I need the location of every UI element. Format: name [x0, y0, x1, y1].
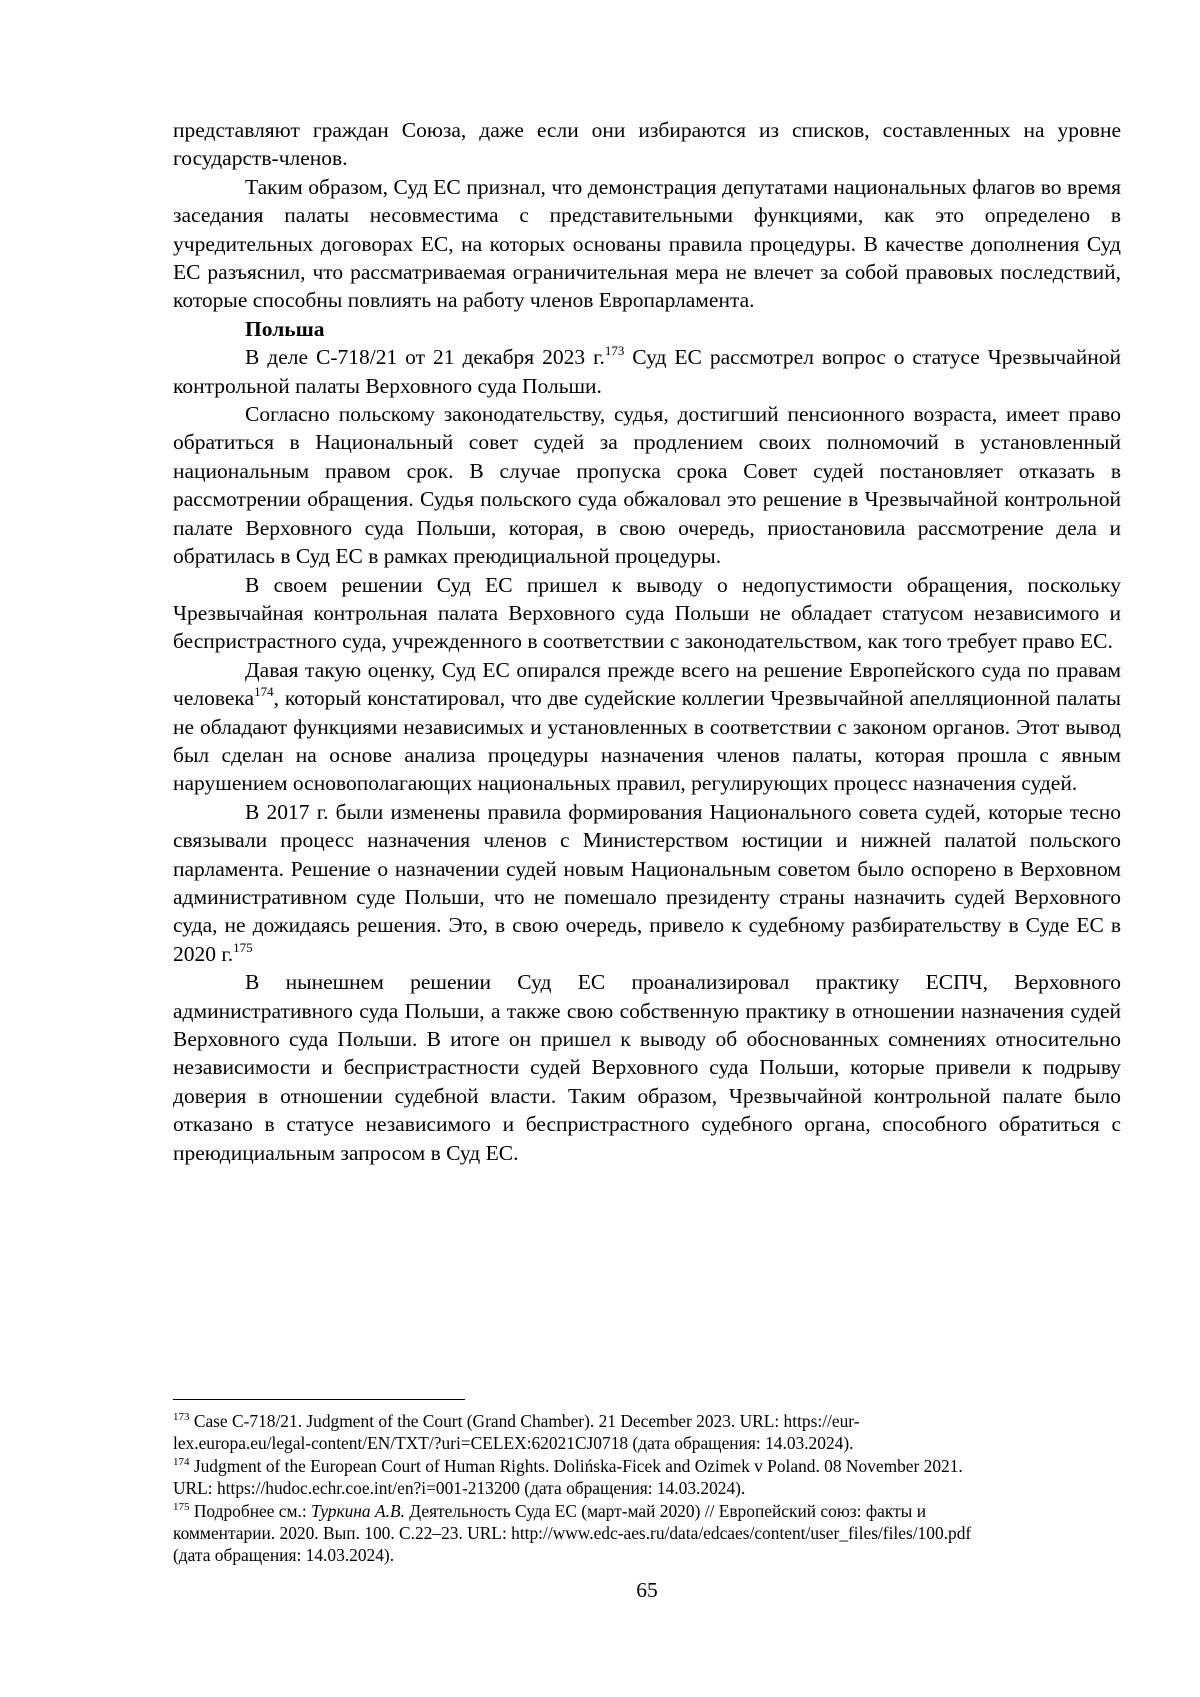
section-heading-poland: Польша — [245, 316, 325, 341]
paragraph-court-decision: В своем решении Суд ЕС пришел к выводу о недопустимости обращения, поскольку Чрезвычайная контрольная палата Верховного суда Польши не обладает статусом независимого и беспристрастного суда, учрежденного в соответствии с законодательством, как того требует право ЕС. — [173, 572, 1121, 654]
paragraph-text: , который констатировал, что две судейские коллегии Чрезвычайной апелляционной палаты не обладают функциями независимых и установленных в соответствии с законом органов. Этот вывод был сделан на основе анализа процедуры назначения членов палаты, которая прошла с явным нарушением основополагающих национальных правил, регулирующих процесс назначения судей. — [173, 686, 1121, 796]
footnote-number: 175 — [173, 1500, 190, 1513]
footnote-author: Туркина А.В. — [311, 1500, 405, 1521]
paragraph-polish-law: Согласно польскому законодательству, судья, достигший пенсионного возраста, имеет право обратиться в Национальный совет судей за продлением своих полномочий в установленный национальным правом срок. В случае пропуска срока Совет судей постановляет отказать в рассмотрении обращения. Судья польского суда обжаловал это решение в Чрезвычайной контрольной палате Верховного суда Польши, которая, в свою очередь, приостановила рассмотрение дела и обратилась в Суд ЕС в рамках преюдициальной процедуры. — [173, 402, 1121, 569]
paragraph-text: В деле С-718/21 от 21 декабря 2023 г. — [245, 345, 605, 370]
page-number: 65 — [636, 1578, 658, 1602]
footnote-number: 173 — [173, 1411, 190, 1423]
footnote-text: Judgment of the European Court of Human Rights. Dolińska-Ficek and Ozimek v Poland. 08 November 2021. — [189, 1455, 963, 1476]
footnote-ref-175[interactable]: 175 — [233, 939, 253, 955]
footnote-text: Case C-718/21. Judgment of the Court (Grand Chamber). 21 December 2023. URL: https://eur- — [189, 1411, 860, 1431]
footnote-text: Подробнее см.: — [189, 1500, 312, 1521]
footnote-174 — [173, 1455, 1121, 1500]
footnote-number: 174 — [173, 1455, 190, 1468]
paragraph-echr-assessment — [173, 656, 1121, 798]
paragraph-text: Суд ЕС рассмотрел вопрос о статусе Чрезвычайной контрольной палаты Верховного суда Польши. — [173, 345, 1121, 398]
footnote-175 — [173, 1500, 1121, 1567]
paragraph-text: Давая такую оценку, Суд ЕС опирался прежде всего на решение Европейского суда по правам человека — [173, 657, 1121, 711]
paragraph-current-decision: В нынешнем решении Суд ЕС проанализировал практику ЕСПЧ, Верховного административного суда Польши, а также свою собственную практику в отношении назначения судей Верховного суда Польши. В итоге он пришел к выводу об обоснованных сомнениях относительно независимости и беспристрастности судей Верховного суда Польши, которые привели к подрыву доверия в отношении судебной власти. Таким образом, Чрезвычайной контрольной палате было отказано в статусе независимого и беспристрастного судебного органа, способного обратиться с преюдициальным запросом в Суд ЕС. — [173, 970, 1121, 1165]
paragraph-continuation: представляют граждан Союза, даже если они избираются из списков, составленных на уровне государств-членов. — [173, 118, 1121, 171]
footnote-ref-173[interactable]: 173 — [604, 343, 625, 359]
footnote-link[interactable]: lex.europa.eu/legal-content/EN/TXT/?uri=CELEX:62021CJ0718 (дата обращения: 14.03.2024). — [173, 1433, 854, 1454]
footnote-173 — [173, 1410, 1121, 1455]
footnote-link[interactable]: комментарии. 2020. Вып. 100. С.22–23. URL: http://www.edc-aes.ru/data/edcaes/content/user_files/files/100.pdf — [173, 1523, 972, 1544]
footnote-ref-174[interactable]: 174 — [254, 684, 274, 700]
footnote-text: (дата обращения: 14.03.2024). — [173, 1545, 395, 1566]
body-text — [173, 116, 1121, 1167]
paragraph-flags-conclusion: Таким образом, Суд ЕС признал, что демонстрация депутатами национальных флагов во время заседания палаты несовместима с представительными функциями, как это определено в учредительных договорах ЕС, на которых основаны правила процедуры. В качестве дополнения Суд ЕС разъяснил, что рассматриваемая ограничительная мера не влечет за собой правовых последствий, которые способны повлиять на работу членов Европарламента. — [173, 174, 1121, 313]
footnote-separator — [173, 1399, 465, 1400]
footnote-text: Деятельность Суда ЕС (март-май 2020) // Европейский союз: факты и — [404, 1500, 927, 1521]
paragraph-case-c718 — [173, 343, 1121, 400]
footnote-link[interactable]: URL: https://hudoc.echr.coe.int/en?i=001-213200 (дата обращения: 14.03.2024). — [173, 1478, 746, 1499]
paragraph-2017-reform — [173, 798, 1121, 968]
paragraph-text: В 2017 г. были изменены правила формирования Национального совета судей, которые тесно связывали процесс назначения членов с Министерством юстиции и нижней палатой польского парламента. Решение о назначении судей новым Национальным советом было оспорено в Верховном административном суде Польши, что не помешало президенту страны назначить судей Верховного суда, не дожидаясь решения. Это, в свою очередь, привело к судебному разбирательству в Суде ЕС в 2020 г. — [173, 799, 1121, 966]
footnotes — [173, 1410, 1121, 1567]
